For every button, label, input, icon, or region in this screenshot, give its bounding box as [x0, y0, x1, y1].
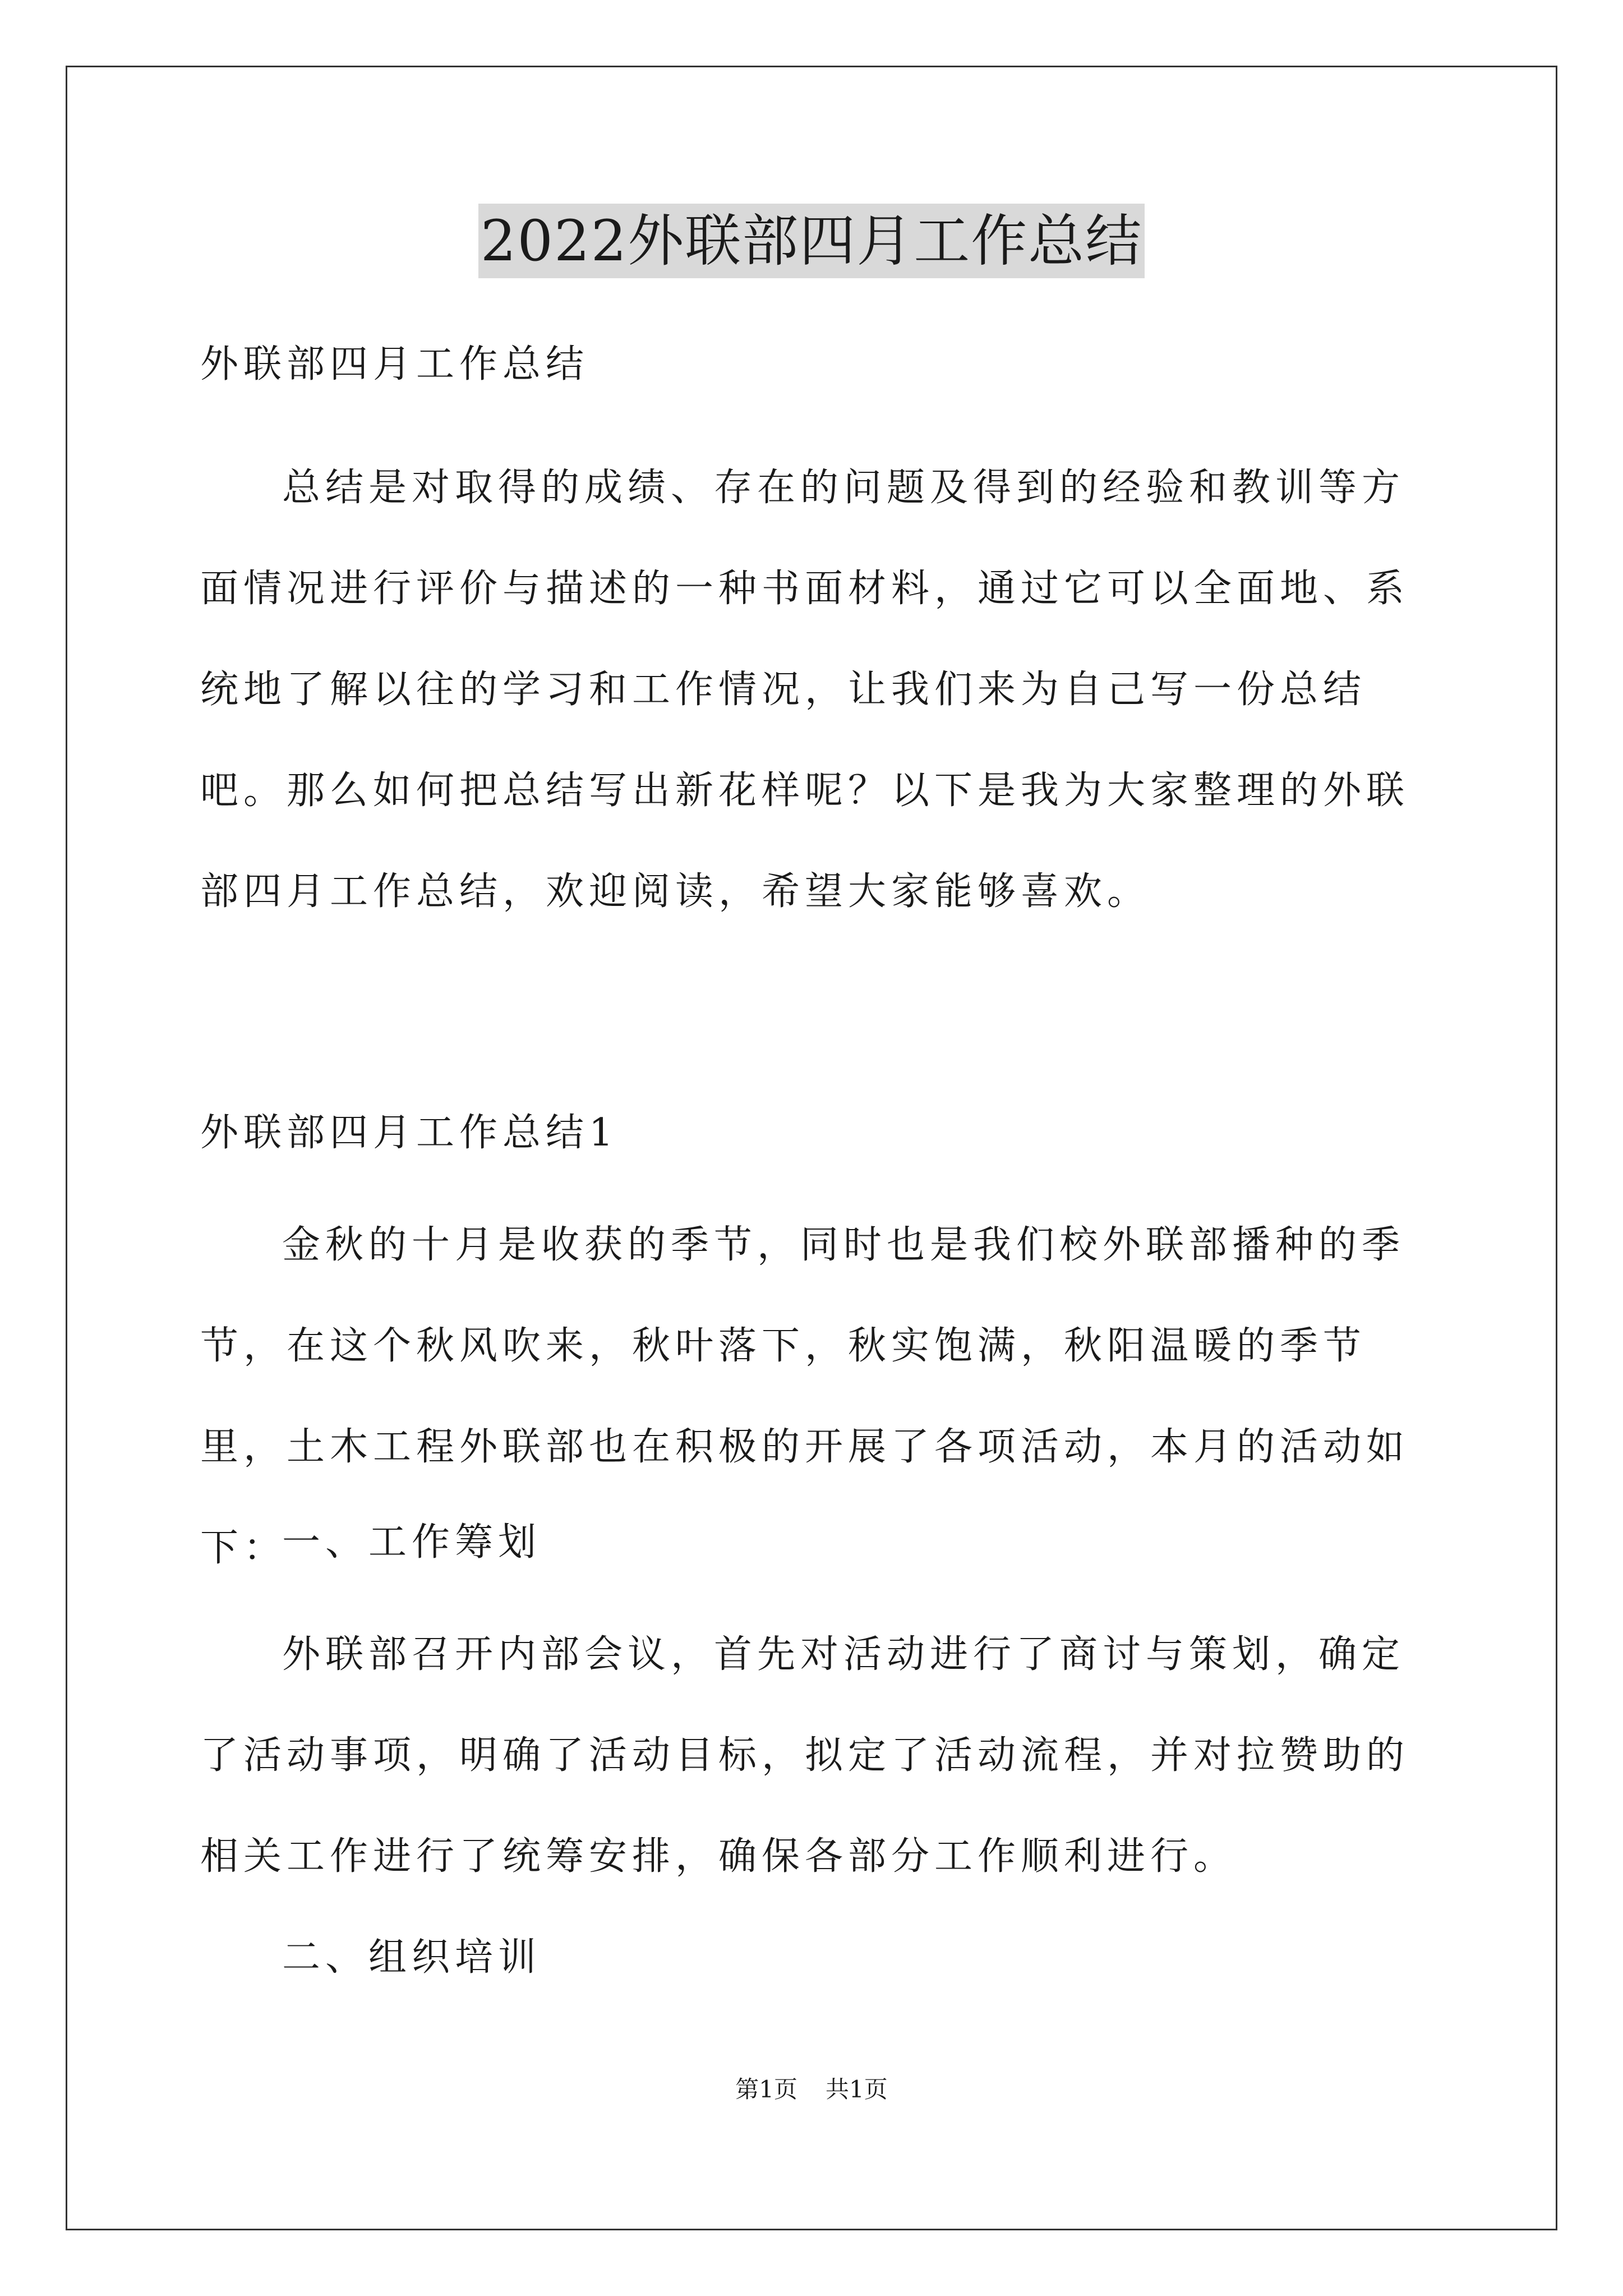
item-1-paragraph: 外联部召开内部会议，首先对活动进行了商讨与策划，确定了活动事项，明确了活动目标，拟定了活动流程，并对拉赞助的相关工作进行了统筹安排，确保各部分工作顺利进行。 — [200, 1632, 1410, 1879]
section-1-paragraph: 金秋的十月是收获的季节，同时也是我们校外联部播种的季节，在这个秋风吹来，秋叶落下，秋实饱满，秋阳温暖的季节里，土木工程外联部也在积极的开展了各项活动，本月的活动如下： — [200, 1223, 1410, 1570]
page-footer — [0, 2073, 1623, 2106]
section-1-heading: 外联部四月工作总结1 — [200, 1111, 619, 1155]
document-title — [0, 202, 1623, 280]
item-1-heading: 一、工作筹划 — [282, 1520, 542, 1565]
document-title-text: 2022外联部四月工作总结 — [478, 204, 1145, 278]
page-total: 共1页 — [826, 2076, 888, 2103]
intro-paragraph: 总结是对取得的成绩、存在的问题及得到的经验和教训等方面情况进行评价与描述的一种书面材料，通过它可以全面地、系统地了解以往的学习和工作情况，让我们来为自己写一份总结吧。那么如何把总结写出新花样呢？以下是我为大家整理的外联部四月工作总结，欢迎阅读，希望大家能够喜欢。 — [200, 466, 1410, 914]
item-2-heading: 二、组织培训 — [282, 1935, 542, 1980]
document-subtitle: 外联部四月工作总结 — [200, 342, 589, 386]
page-number: 第1页 — [735, 2076, 797, 2103]
